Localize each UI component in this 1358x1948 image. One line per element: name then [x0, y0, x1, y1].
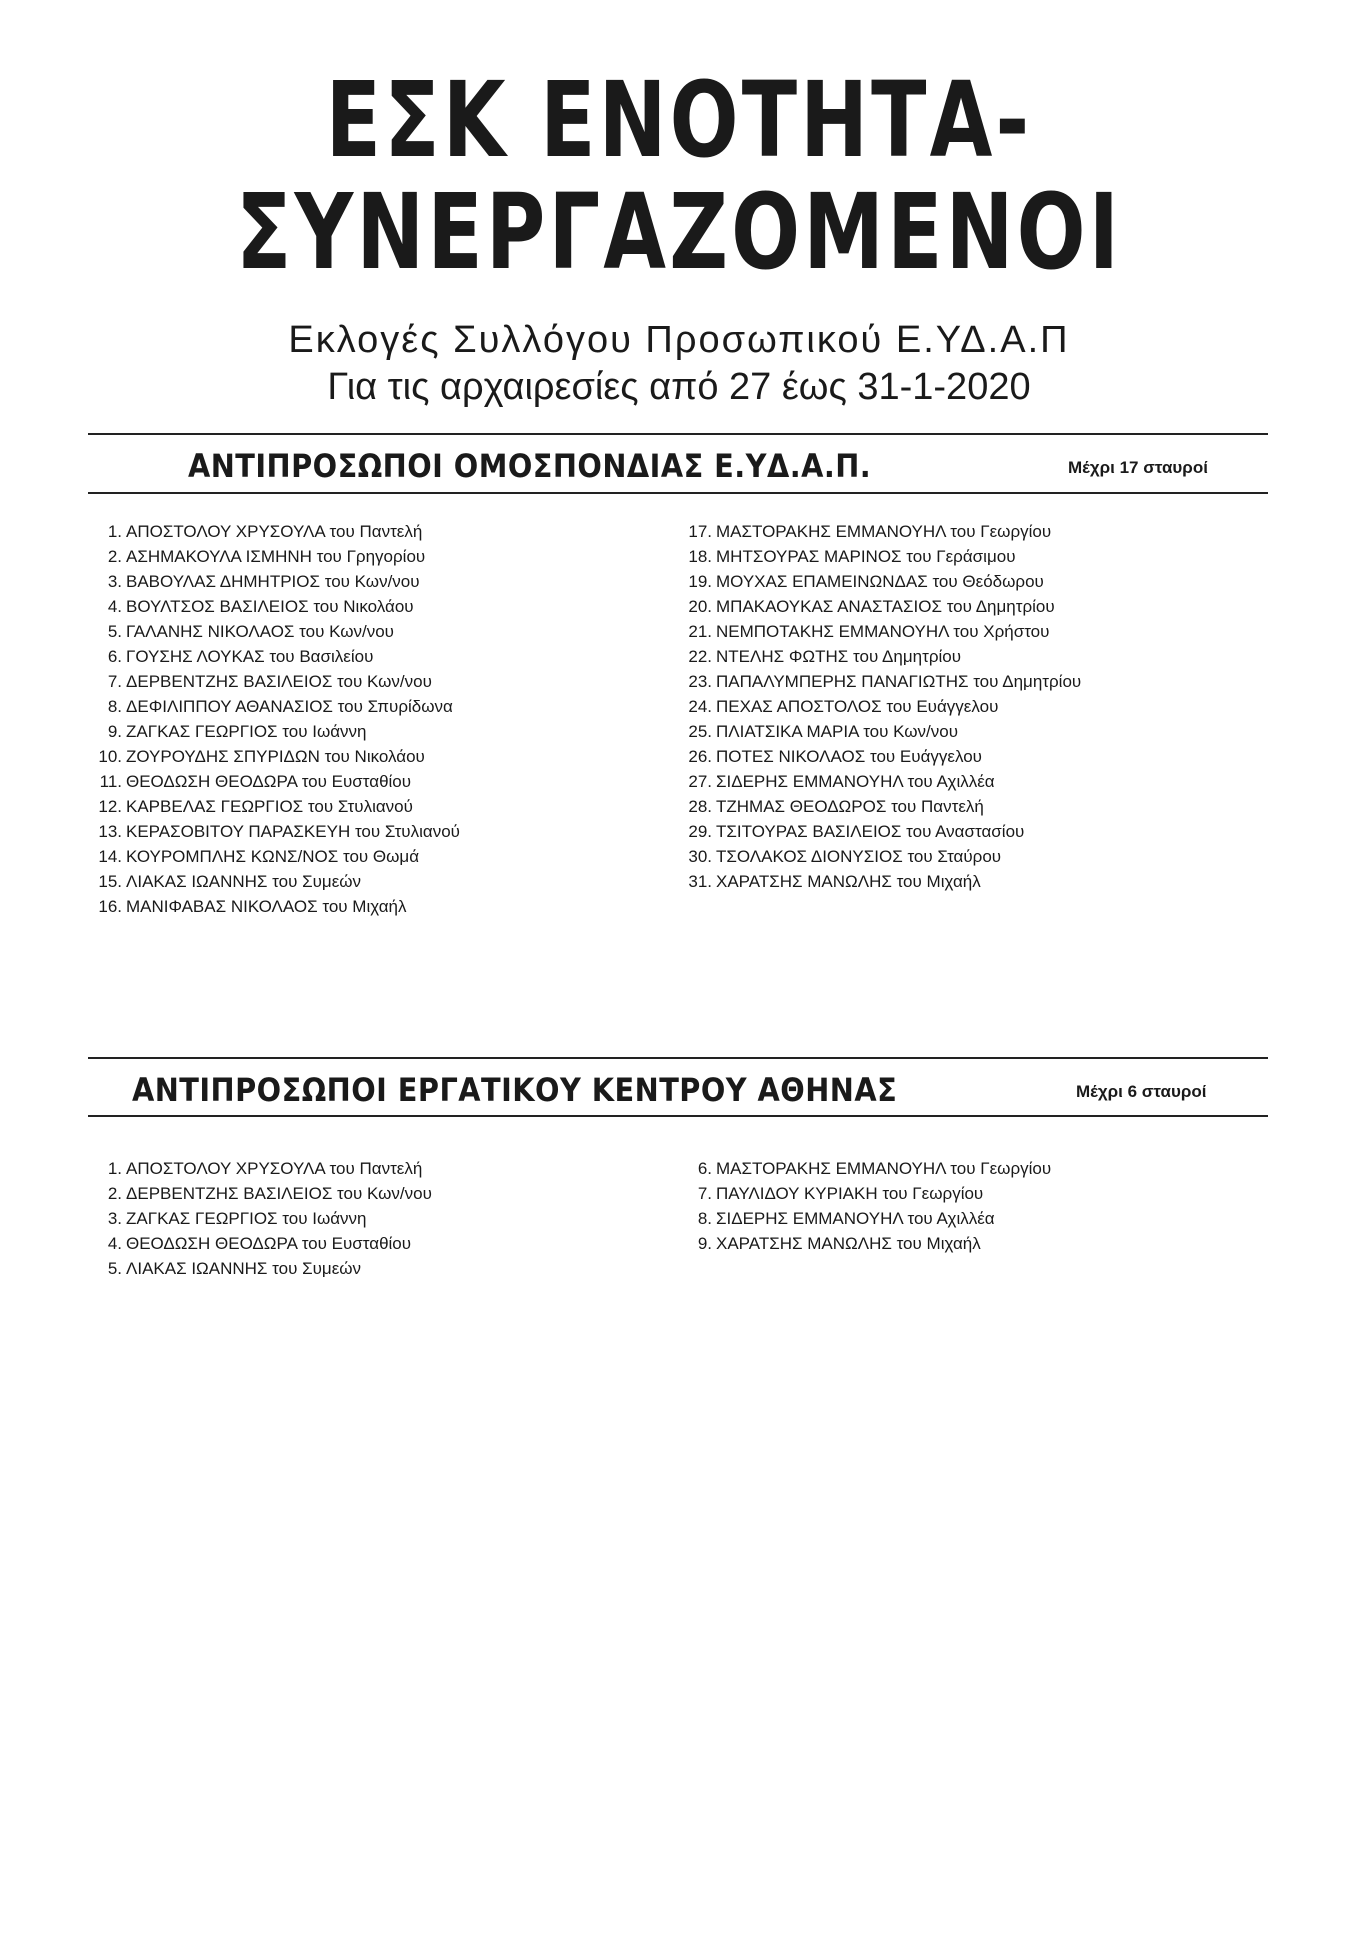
candidate-name: ΑΠΟΣΤΟΛΟΥ ΧΡΥΣΟΥΛΑ του Παντελή: [126, 1159, 423, 1178]
labour-center-candidates-left: [86, 1156, 432, 1281]
candidate-item: [676, 769, 1081, 794]
candidate-item: [676, 719, 1081, 744]
federation-section-limit: Μέχρι 17 σταυροί: [1068, 458, 1208, 477]
candidate-number: 18.: [688, 547, 712, 566]
candidate-number: 15.: [98, 872, 122, 891]
candidate-name: ΠΑΥΛΙΔΟΥ ΚΥΡΙΑΚΗ του Γεωργίου: [716, 1184, 984, 1203]
candidate-name: ΧΑΡΑΤΣΗΣ ΜΑΝΩΛΗΣ του Μιχαήλ: [716, 1234, 981, 1253]
subtitle-dates: Για τις αρχαιρεσίες από 27 έως 31-1-2020: [327, 366, 1031, 408]
candidate-name: ΜΑΣΤΟΡΑΚΗΣ ΕΜΜΑΝΟΥΗΛ του Γεωργίου: [716, 1159, 1052, 1178]
candidate-item: [676, 569, 1081, 594]
candidate-number: 2.: [107, 547, 122, 566]
candidate-name: ΚΟΥΡΟΜΠΛΗΣ ΚΩΝΣ/ΝΟΣ του Θωμά: [126, 847, 420, 866]
candidate-name: ΠΟΤΕΣ ΝΙΚΟΛΑΟΣ του Ευάγγελου: [716, 747, 982, 766]
candidate-item: [86, 719, 460, 744]
federation-candidates-left: [86, 519, 460, 919]
candidate-item: [676, 1231, 1051, 1256]
candidate-number: 7.: [107, 672, 122, 691]
candidate-name: ΒΟΥΛΤΣΟΣ ΒΑΣΙΛΕΙΟΣ του Νικολάου: [126, 597, 414, 616]
candidate-item: [86, 1256, 432, 1281]
candidate-number: 28.: [688, 797, 712, 816]
candidate-item: [676, 794, 1081, 819]
candidate-name: ΘΕΟΔΩΣΗ ΘΕΟΔΩΡΑ του Ευσταθίου: [126, 772, 412, 791]
candidate-number: 3.: [107, 572, 122, 591]
candidate-name: ΒΑΒΟΥΛΑΣ ΔΗΜΗΤΡΙΟΣ του Κων/νου: [126, 572, 420, 591]
candidate-number: 12.: [98, 797, 122, 816]
candidate-number: 6.: [697, 1159, 712, 1178]
candidate-name: ΣΙΔΕΡΗΣ ΕΜΜΑΝΟΥΗΛ του Αχιλλέα: [716, 772, 995, 791]
candidate-item: [676, 669, 1081, 694]
candidate-number: 8.: [107, 697, 122, 716]
candidate-item: [86, 1181, 432, 1206]
candidate-name: ΜΠΑΚΑΟΥΚΑΣ ΑΝΑΣΤΑΣΙΟΣ του Δημητρίου: [716, 597, 1055, 616]
section-divider-bottom: [88, 1115, 1268, 1117]
candidate-name: ΠΛΙΑΤΣΙΚΑ ΜΑΡΙΑ του Κων/νου: [716, 722, 959, 741]
candidate-item: [86, 1206, 432, 1231]
candidate-number: 7.: [697, 1184, 712, 1203]
candidate-number: 25.: [688, 722, 712, 741]
candidate-name: ΑΣΗΜΑΚΟΥΛΑ ΙΣΜΗΝΗ του Γρηγορίου: [126, 547, 426, 566]
candidate-name: ΓΑΛΑΝΗΣ ΝΙΚΟΛΑΟΣ του Κων/νου: [126, 622, 394, 641]
candidate-name: ΜΗΤΣΟΥΡΑΣ ΜΑΡΙΝΟΣ του Γεράσιμου: [716, 547, 1016, 566]
candidate-item: [676, 1181, 1051, 1206]
candidate-number: 30.: [688, 847, 712, 866]
candidate-item: [676, 819, 1081, 844]
candidate-number: 9.: [697, 1234, 712, 1253]
candidate-item: [86, 594, 460, 619]
candidate-number: 26.: [688, 747, 712, 766]
candidate-name: ΔΕΡΒΕΝΤΖΗΣ ΒΑΣΙΛΕΙΟΣ του Κων/νου: [126, 1184, 432, 1203]
candidate-number: 24.: [688, 697, 712, 716]
candidate-number: 4.: [107, 1234, 122, 1253]
candidate-name: ΠΕΧΑΣ ΑΠΟΣΤΟΛΟΣ του Ευάγγελου: [716, 697, 999, 716]
candidate-item: [676, 844, 1081, 869]
candidate-name: ΔΕΡΒΕΝΤΖΗΣ ΒΑΣΙΛΕΙΟΣ του Κων/νου: [126, 672, 432, 691]
candidate-item: [676, 1156, 1051, 1181]
main-title-line-1: ΕΣΚ ΕΝΟΤΗΤΑ-: [325, 59, 1033, 181]
candidate-item: [86, 569, 460, 594]
candidate-item: [676, 694, 1081, 719]
candidate-number: 16.: [98, 897, 122, 916]
candidate-name: ΚΕΡΑΣΟΒΙΤΟΥ ΠΑΡΑΣΚΕΥΗ του Στυλιανού: [126, 822, 460, 841]
candidate-name: ΤΣΟΛΑΚΟΣ ΔΙΟΝΥΣΙΟΣ του Σταύρου: [716, 847, 1002, 866]
candidate-number: 4.: [107, 597, 122, 616]
candidate-item: [676, 644, 1081, 669]
candidate-item: [86, 819, 460, 844]
candidate-item: [676, 744, 1081, 769]
candidate-item: [86, 844, 460, 869]
candidate-name: ΜΑΣΤΟΡΑΚΗΣ ΕΜΜΑΝΟΥΗΛ του Γεωργίου: [716, 522, 1052, 541]
candidate-number: 22.: [688, 647, 712, 666]
candidate-item: [86, 519, 460, 544]
candidate-name: ΔΕΦΙΛΙΠΠΟΥ ΑΘΑΝΑΣΙΟΣ του Σπυρίδωνα: [126, 697, 453, 716]
candidate-name: ΘΕΟΔΩΣΗ ΘΕΟΔΩΡΑ του Ευσταθίου: [126, 1234, 412, 1253]
candidate-name: ΚΑΡΒΕΛΑΣ ΓΕΩΡΓΙΟΣ του Στυλιανού: [126, 797, 413, 816]
candidate-item: [86, 794, 460, 819]
candidate-item: [86, 1231, 432, 1256]
section-divider-bottom: [88, 492, 1268, 494]
candidate-item: [86, 694, 460, 719]
candidate-number: 8.: [697, 1209, 712, 1228]
candidate-name: ΖΑΓΚΑΣ ΓΕΩΡΓΙΟΣ του Ιωάννη: [126, 722, 367, 741]
candidate-name: ΠΑΠΑΛΥΜΠΕΡΗΣ ΠΑΝΑΓΙΩΤΗΣ του Δημητρίου: [716, 672, 1082, 691]
labour-center-candidates-right: [676, 1156, 1051, 1256]
candidate-number: 2.: [107, 1184, 122, 1203]
candidate-item: [86, 869, 460, 894]
section-divider-top: [88, 1057, 1268, 1059]
candidate-name: ΤΣΙΤΟΥΡΑΣ ΒΑΣΙΛΕΙΟΣ του Αναστασίου: [716, 822, 1025, 841]
candidate-name: ΤΖΗΜΑΣ ΘΕΟΔΩΡΟΣ του Παντελή: [716, 797, 984, 816]
federation-candidates-right: [676, 519, 1081, 894]
section-divider-top: [88, 433, 1268, 435]
main-title-line-2: ΣΥΝΕΡΓΑΖΟΜΕΝΟΙ: [235, 171, 1123, 293]
candidate-number: 29.: [688, 822, 712, 841]
candidate-number: 23.: [688, 672, 712, 691]
candidate-name: ΛΙΑΚΑΣ ΙΩΑΝΝΗΣ του Συμεών: [126, 1259, 362, 1278]
candidate-name: ΝΕΜΠΟΤΑΚΗΣ ΕΜΜΑΝΟΥΗΛ του Χρήστου: [716, 622, 1050, 641]
candidate-number: 11.: [99, 772, 122, 791]
candidate-number: 6.: [107, 647, 122, 666]
candidate-item: [86, 1156, 432, 1181]
candidate-number: 5.: [107, 622, 122, 641]
candidate-item: [86, 669, 460, 694]
subtitle-election: Εκλογές Συλλόγου Προσωπικού Ε.ΥΔ.Α.Π: [288, 319, 1070, 361]
candidate-number: 1.: [107, 1159, 122, 1178]
candidate-name: ΛΙΑΚΑΣ ΙΩΑΝΝΗΣ του Συμεών: [126, 872, 362, 891]
candidate-name: ΝΤΕΛΗΣ ΦΩΤΗΣ του Δημητρίου: [716, 647, 962, 666]
candidate-item: [676, 544, 1081, 569]
candidate-item: [676, 619, 1081, 644]
candidate-name: ΓΟΥΣΗΣ ΛΟΥΚΑΣ του Βασιλείου: [126, 647, 374, 666]
candidate-name: ΖΑΓΚΑΣ ΓΕΩΡΓΙΟΣ του Ιωάννη: [126, 1209, 367, 1228]
candidate-number: 13.: [98, 822, 122, 841]
federation-section-title: ΑΝΤΙΠΡΟΣΩΠΟΙ ΟΜΟΣΠΟΝΔΙΑΣ Ε.ΥΔ.Α.Π.: [188, 447, 872, 485]
candidate-name: ΜΟΥΧΑΣ ΕΠΑΜΕΙΝΩΝΔΑΣ του Θεόδωρου: [716, 572, 1044, 591]
candidate-item: [676, 1206, 1051, 1231]
candidate-number: 10.: [98, 747, 122, 766]
labour-center-section-limit: Μέχρι 6 σταυροί: [1076, 1082, 1207, 1101]
labour-center-section-title: ΑΝΤΙΠΡΟΣΩΠΟΙ ΕΡΓΑΤΙΚΟΥ ΚΕΝΤΡΟΥ ΑΘΗΝΑΣ: [132, 1071, 898, 1109]
candidate-item: [86, 544, 460, 569]
candidate-item: [676, 869, 1081, 894]
candidate-item: [86, 744, 460, 769]
candidate-item: [86, 619, 460, 644]
candidate-name: ΣΙΔΕΡΗΣ ΕΜΜΑΝΟΥΗΛ του Αχιλλέα: [716, 1209, 995, 1228]
candidate-number: 31.: [688, 872, 712, 891]
candidate-number: 17.: [688, 522, 712, 541]
candidate-item: [676, 594, 1081, 619]
candidate-number: 19.: [688, 572, 712, 591]
candidate-number: 3.: [107, 1209, 122, 1228]
candidate-number: 5.: [107, 1259, 122, 1278]
candidate-item: [86, 644, 460, 669]
candidate-item: [86, 894, 460, 919]
candidate-item: [676, 519, 1081, 544]
candidate-item: [86, 769, 460, 794]
candidate-number: 20.: [688, 597, 712, 616]
candidate-number: 1.: [107, 522, 122, 541]
candidate-number: 9.: [107, 722, 122, 741]
candidate-number: 21.: [688, 622, 712, 641]
candidate-name: ΧΑΡΑΤΣΗΣ ΜΑΝΩΛΗΣ του Μιχαήλ: [716, 872, 981, 891]
candidate-name: ΖΟΥΡΟΥΔΗΣ ΣΠΥΡΙΔΩΝ του Νικολάου: [126, 747, 425, 766]
candidate-number: 27.: [688, 772, 712, 791]
candidate-name: ΑΠΟΣΤΟΛΟΥ ΧΡΥΣΟΥΛΑ του Παντελή: [126, 522, 423, 541]
candidate-number: 14.: [98, 847, 122, 866]
candidate-name: ΜΑΝΙΦΑΒΑΣ ΝΙΚΟΛΑΟΣ του Μιχαήλ: [126, 897, 407, 916]
